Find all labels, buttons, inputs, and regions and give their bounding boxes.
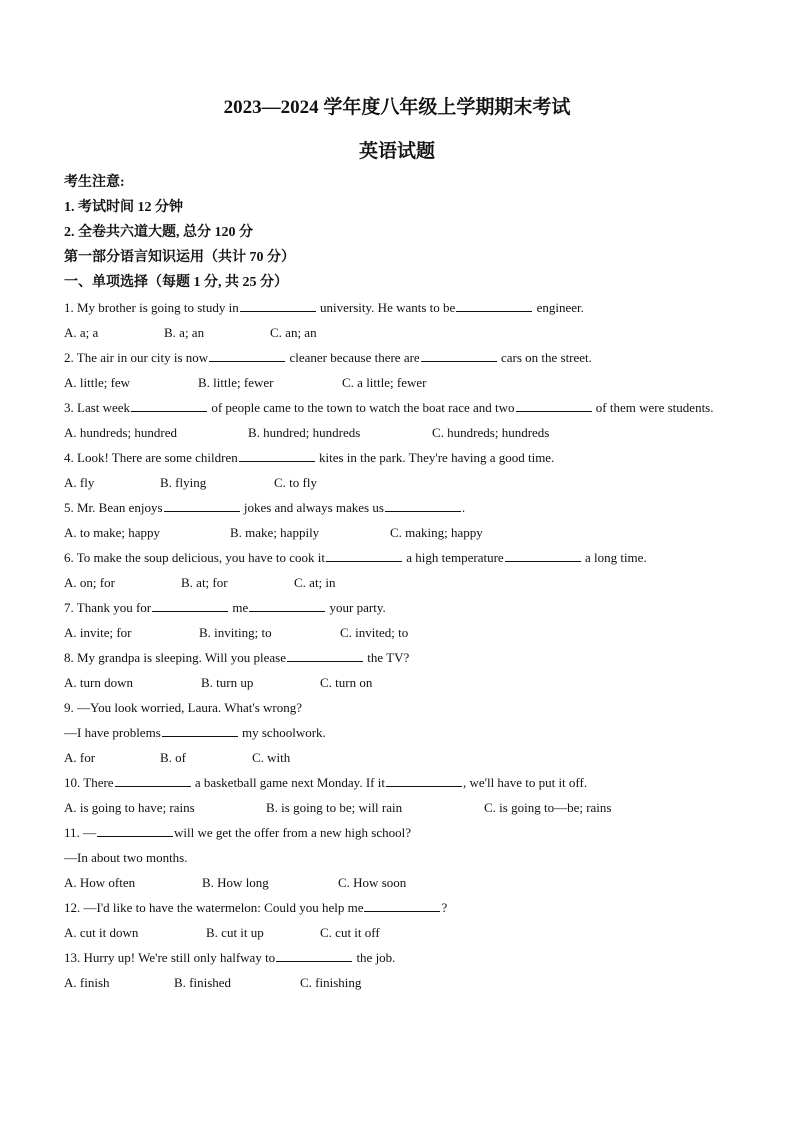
question-stem — [64, 645, 734, 670]
question-stem — [64, 770, 734, 795]
question-options: A. for B. of C. with — [64, 750, 291, 765]
question-options: A. is going to have; rains B. is going to be; will rain C. is going to—be; rains — [64, 800, 612, 815]
question-stem — [64, 845, 734, 870]
answer-blank[interactable] — [287, 647, 363, 662]
exam-body — [64, 170, 734, 995]
question-options: A. to make; happy B. make; happily C. making; happy — [64, 525, 483, 540]
answer-blank[interactable] — [162, 722, 238, 737]
question-text: —In about two months. — [64, 850, 188, 865]
question-text: 3. Last week — [64, 400, 131, 415]
question-stem — [64, 895, 734, 920]
answer-blank[interactable] — [209, 347, 285, 362]
question-text: cleaner because there are — [286, 350, 420, 365]
question-stem — [64, 945, 734, 970]
question-text: ? — [441, 900, 448, 915]
answer-blank[interactable] — [421, 347, 497, 362]
question-text: engineer. — [533, 300, 584, 315]
answer-blank[interactable] — [239, 447, 315, 462]
answer-blank[interactable] — [364, 897, 440, 912]
question-text: 7. Thank you for — [64, 600, 152, 615]
question-text: my schoolwork. — [238, 725, 326, 740]
question-text: —I have problems — [64, 725, 161, 740]
question-text: a high temperature — [402, 550, 504, 565]
question-options: A. finish B. finished C. finishing — [64, 975, 362, 990]
question-text: 1. My brother is going to study in — [64, 300, 239, 315]
section-heading: 一、单项选择（每题 1 分, 共 25 分） — [64, 275, 288, 290]
notice-heading: 考生注意: — [64, 175, 125, 190]
question-stem — [64, 720, 734, 745]
question-stem — [64, 395, 734, 420]
question-text: 5. Mr. Bean enjoys — [64, 500, 163, 515]
answer-blank[interactable] — [131, 397, 207, 412]
question-text: a basketball game next Monday. If it — [191, 775, 385, 790]
exam-title: 2023—2024 学年度八年级上学期期末考试 — [223, 97, 571, 118]
question-text: 11. — — [64, 825, 97, 840]
answer-blank[interactable] — [115, 772, 191, 787]
answer-blank[interactable] — [385, 497, 461, 512]
notice-item-2: 2. 全卷共六道大题, 总分 120 分 — [64, 225, 253, 240]
question-stem — [64, 345, 734, 370]
question-text: university. He wants to be — [316, 300, 456, 315]
question-stem — [64, 545, 734, 570]
answer-blank[interactable] — [240, 297, 316, 312]
question-text: a long time. — [581, 550, 647, 565]
question-options: A. little; few B. little; fewer C. a little; fewer — [64, 375, 427, 390]
question-text: , we'll have to put it off. — [462, 775, 588, 790]
question-stem — [64, 445, 734, 470]
answer-blank[interactable] — [276, 947, 352, 962]
answer-blank[interactable] — [456, 297, 532, 312]
question-stem — [64, 820, 734, 845]
question-options: A. turn down B. turn up C. turn on — [64, 675, 373, 690]
question-text: 4. Look! There are some children — [64, 450, 238, 465]
question-text: kites in the park. They're having a good time. — [315, 450, 555, 465]
question-options: A. a; a B. a; an C. an; an — [64, 325, 317, 340]
question-options: A. fly B. flying C. to fly — [64, 475, 317, 490]
question-text: 10. There — [64, 775, 114, 790]
answer-blank[interactable] — [505, 547, 581, 562]
question-text: 13. Hurry up! We're still only halfway to — [64, 950, 276, 965]
question-options: A. invite; for B. inviting; to C. invited; to — [64, 625, 409, 640]
question-text: of them were students. — [592, 400, 714, 415]
question-text: of people came to the town to watch the boat race and two — [208, 400, 515, 415]
answer-blank[interactable] — [386, 772, 462, 787]
question-text: me — [229, 600, 249, 615]
question-stem — [64, 695, 734, 720]
question-text: your party. — [326, 600, 386, 615]
answer-blank[interactable] — [164, 497, 240, 512]
question-stem — [64, 595, 734, 620]
answer-blank[interactable] — [326, 547, 402, 562]
question-text: . — [461, 500, 466, 515]
question-options: A. How often B. How long C. How soon — [64, 875, 407, 890]
notice-item-1: 1. 考试时间 12 分钟 — [64, 200, 183, 215]
question-text: 8. My grandpa is sleeping. Will you please — [64, 650, 287, 665]
question-options: A. on; for B. at; for C. at; in — [64, 575, 336, 590]
answer-blank[interactable] — [249, 597, 325, 612]
question-options: A. cut it down B. cut it up C. cut it off — [64, 925, 380, 940]
question-text: will we get the offer from a new high school? — [174, 825, 411, 840]
question-text: jokes and always makes us — [240, 500, 384, 515]
question-text: 12. —I'd like to have the watermelon: Could you help me — [64, 900, 364, 915]
answer-blank[interactable] — [152, 597, 228, 612]
question-text: the job. — [353, 950, 396, 965]
question-text: cars on the street. — [497, 350, 592, 365]
question-text: 2. The air in our city is now — [64, 350, 209, 365]
answer-blank[interactable] — [516, 397, 592, 412]
answer-blank[interactable] — [97, 822, 173, 837]
question-text: 6. To make the soup delicious, you have to cook it — [64, 550, 325, 565]
question-text: the TV? — [364, 650, 410, 665]
question-stem — [64, 295, 734, 320]
question-list — [64, 295, 734, 995]
question-stem — [64, 495, 734, 520]
question-text: 9. —You look worried, Laura. What's wrong? — [64, 700, 302, 715]
exam-subtitle: 英语试题 — [358, 141, 435, 162]
part-heading: 第一部分语言知识运用（共计 70 分） — [64, 250, 295, 265]
question-options: A. hundreds; hundred B. hundred; hundreds C. hundreds; hundreds — [64, 425, 550, 440]
